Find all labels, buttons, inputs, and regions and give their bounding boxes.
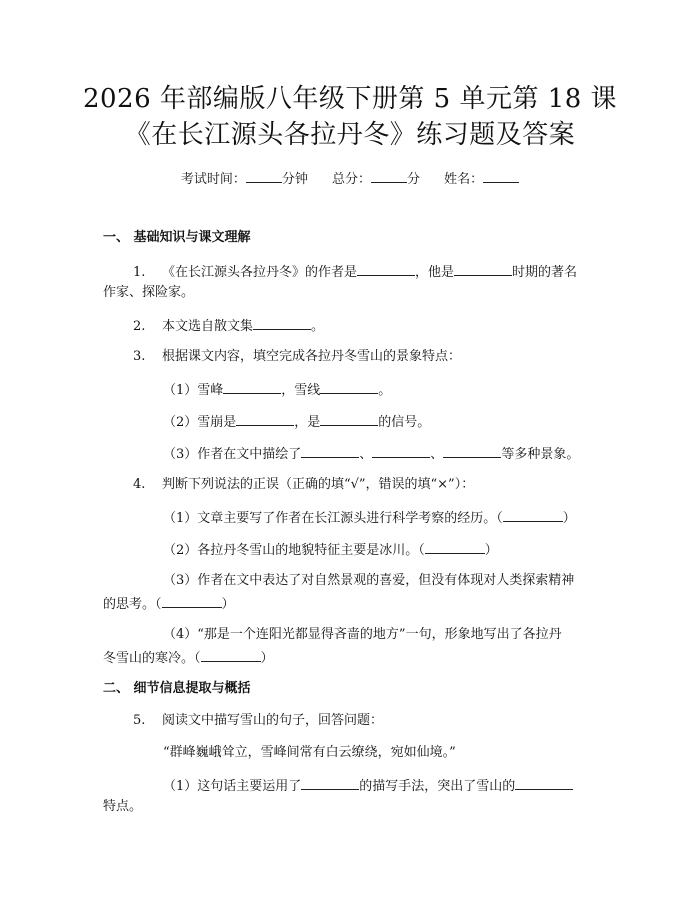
question-4-item-3-continuation: 的思考。（ ）	[103, 594, 235, 614]
q4-answer-2[interactable]	[425, 540, 485, 554]
q5-blank-2[interactable]	[515, 776, 573, 790]
q1-blank-period[interactable]	[454, 262, 512, 276]
question-4-item-1: （1）文章主要写了作者在长江源头进行科学考察的经历。（ ）	[163, 508, 576, 528]
question-5-quote: “群峰巍峨耸立，雪峰间常有白云缭绕，宛如仙境。”	[163, 745, 456, 760]
q2-blank-collection[interactable]	[253, 316, 311, 330]
question-3-item-3: （3）作者在文中描绘了 、 、 等多种景象。	[163, 444, 579, 464]
q1-blank-author[interactable]	[357, 262, 415, 276]
question-4: 4. 判断下列说法的正误（正确的填“√”，错误的填“×”）：	[133, 477, 475, 492]
q4-answer-1[interactable]	[503, 508, 563, 522]
question-4-item-4-continuation: 冬雪山的寒冷。（ ）	[103, 648, 274, 668]
question-3-item-2: （2）雪崩是 ，是 的信号。	[163, 412, 430, 432]
title-line-1: 2026 年部编版八年级下册第 5 单元第 18 课	[82, 84, 618, 114]
question-5: 5. 阅读文中描写雪山的句子，回答问题：	[133, 713, 383, 728]
question-4-item-4: （4）“那是一个连阳光都显得吝啬的地方”一句，形象地写出了各拉丹	[163, 627, 562, 642]
question-5-item-1: （1）这句话主要运用了 的描写手法，突出了雪山的	[163, 776, 573, 796]
q3-blank-4[interactable]	[320, 412, 378, 426]
question-5-item-1-continuation: 特点。	[103, 799, 143, 814]
exam-score: 总分： 分	[332, 172, 420, 187]
title-line-2: 《在长江源头各拉丹冬》练习题及答案	[124, 120, 576, 150]
score-blank[interactable]	[371, 169, 407, 183]
question-4-item-3: （3）作者在文中表达了对自然景观的喜爱，但没有体现对人类探索精神	[163, 573, 575, 588]
section-heading-1: 一、 基础知识与课文理解	[103, 230, 251, 245]
question-3-item-1: （1）雪峰 ，雪线 。	[163, 380, 391, 400]
q3-blank-7[interactable]	[443, 444, 501, 458]
exam-name: 姓名：	[444, 172, 519, 187]
q3-blank-1[interactable]	[223, 380, 281, 394]
q3-blank-6[interactable]	[372, 444, 430, 458]
question-3: 3. 根据课文内容，填空完成各拉丹冬雪山的景象特点：	[133, 349, 461, 364]
q3-blank-3[interactable]	[236, 412, 294, 426]
question-1-continuation: 作家、探险家。	[103, 285, 195, 300]
q3-blank-2[interactable]	[320, 380, 378, 394]
question-1: 1. 《在长江源头各拉丹冬》的作者是 ，他是 时期的著名	[133, 262, 577, 282]
q5-blank-1[interactable]	[301, 776, 359, 790]
exam-meta	[0, 168, 700, 187]
q3-blank-5[interactable]	[301, 444, 359, 458]
q4-answer-4[interactable]	[201, 648, 261, 662]
section-heading-2: 二、 细节信息提取与概括	[103, 681, 251, 696]
q4-answer-3[interactable]	[162, 594, 222, 608]
exam-time: 考试时间： 分钟	[181, 172, 308, 187]
question-4-item-2: （2）各拉丹冬雪山的地貌特征主要是冰川。（ ）	[163, 540, 498, 560]
name-blank[interactable]	[483, 169, 519, 183]
question-2: 2. 本文选自散文集 。	[133, 316, 324, 336]
time-blank[interactable]	[246, 169, 282, 183]
